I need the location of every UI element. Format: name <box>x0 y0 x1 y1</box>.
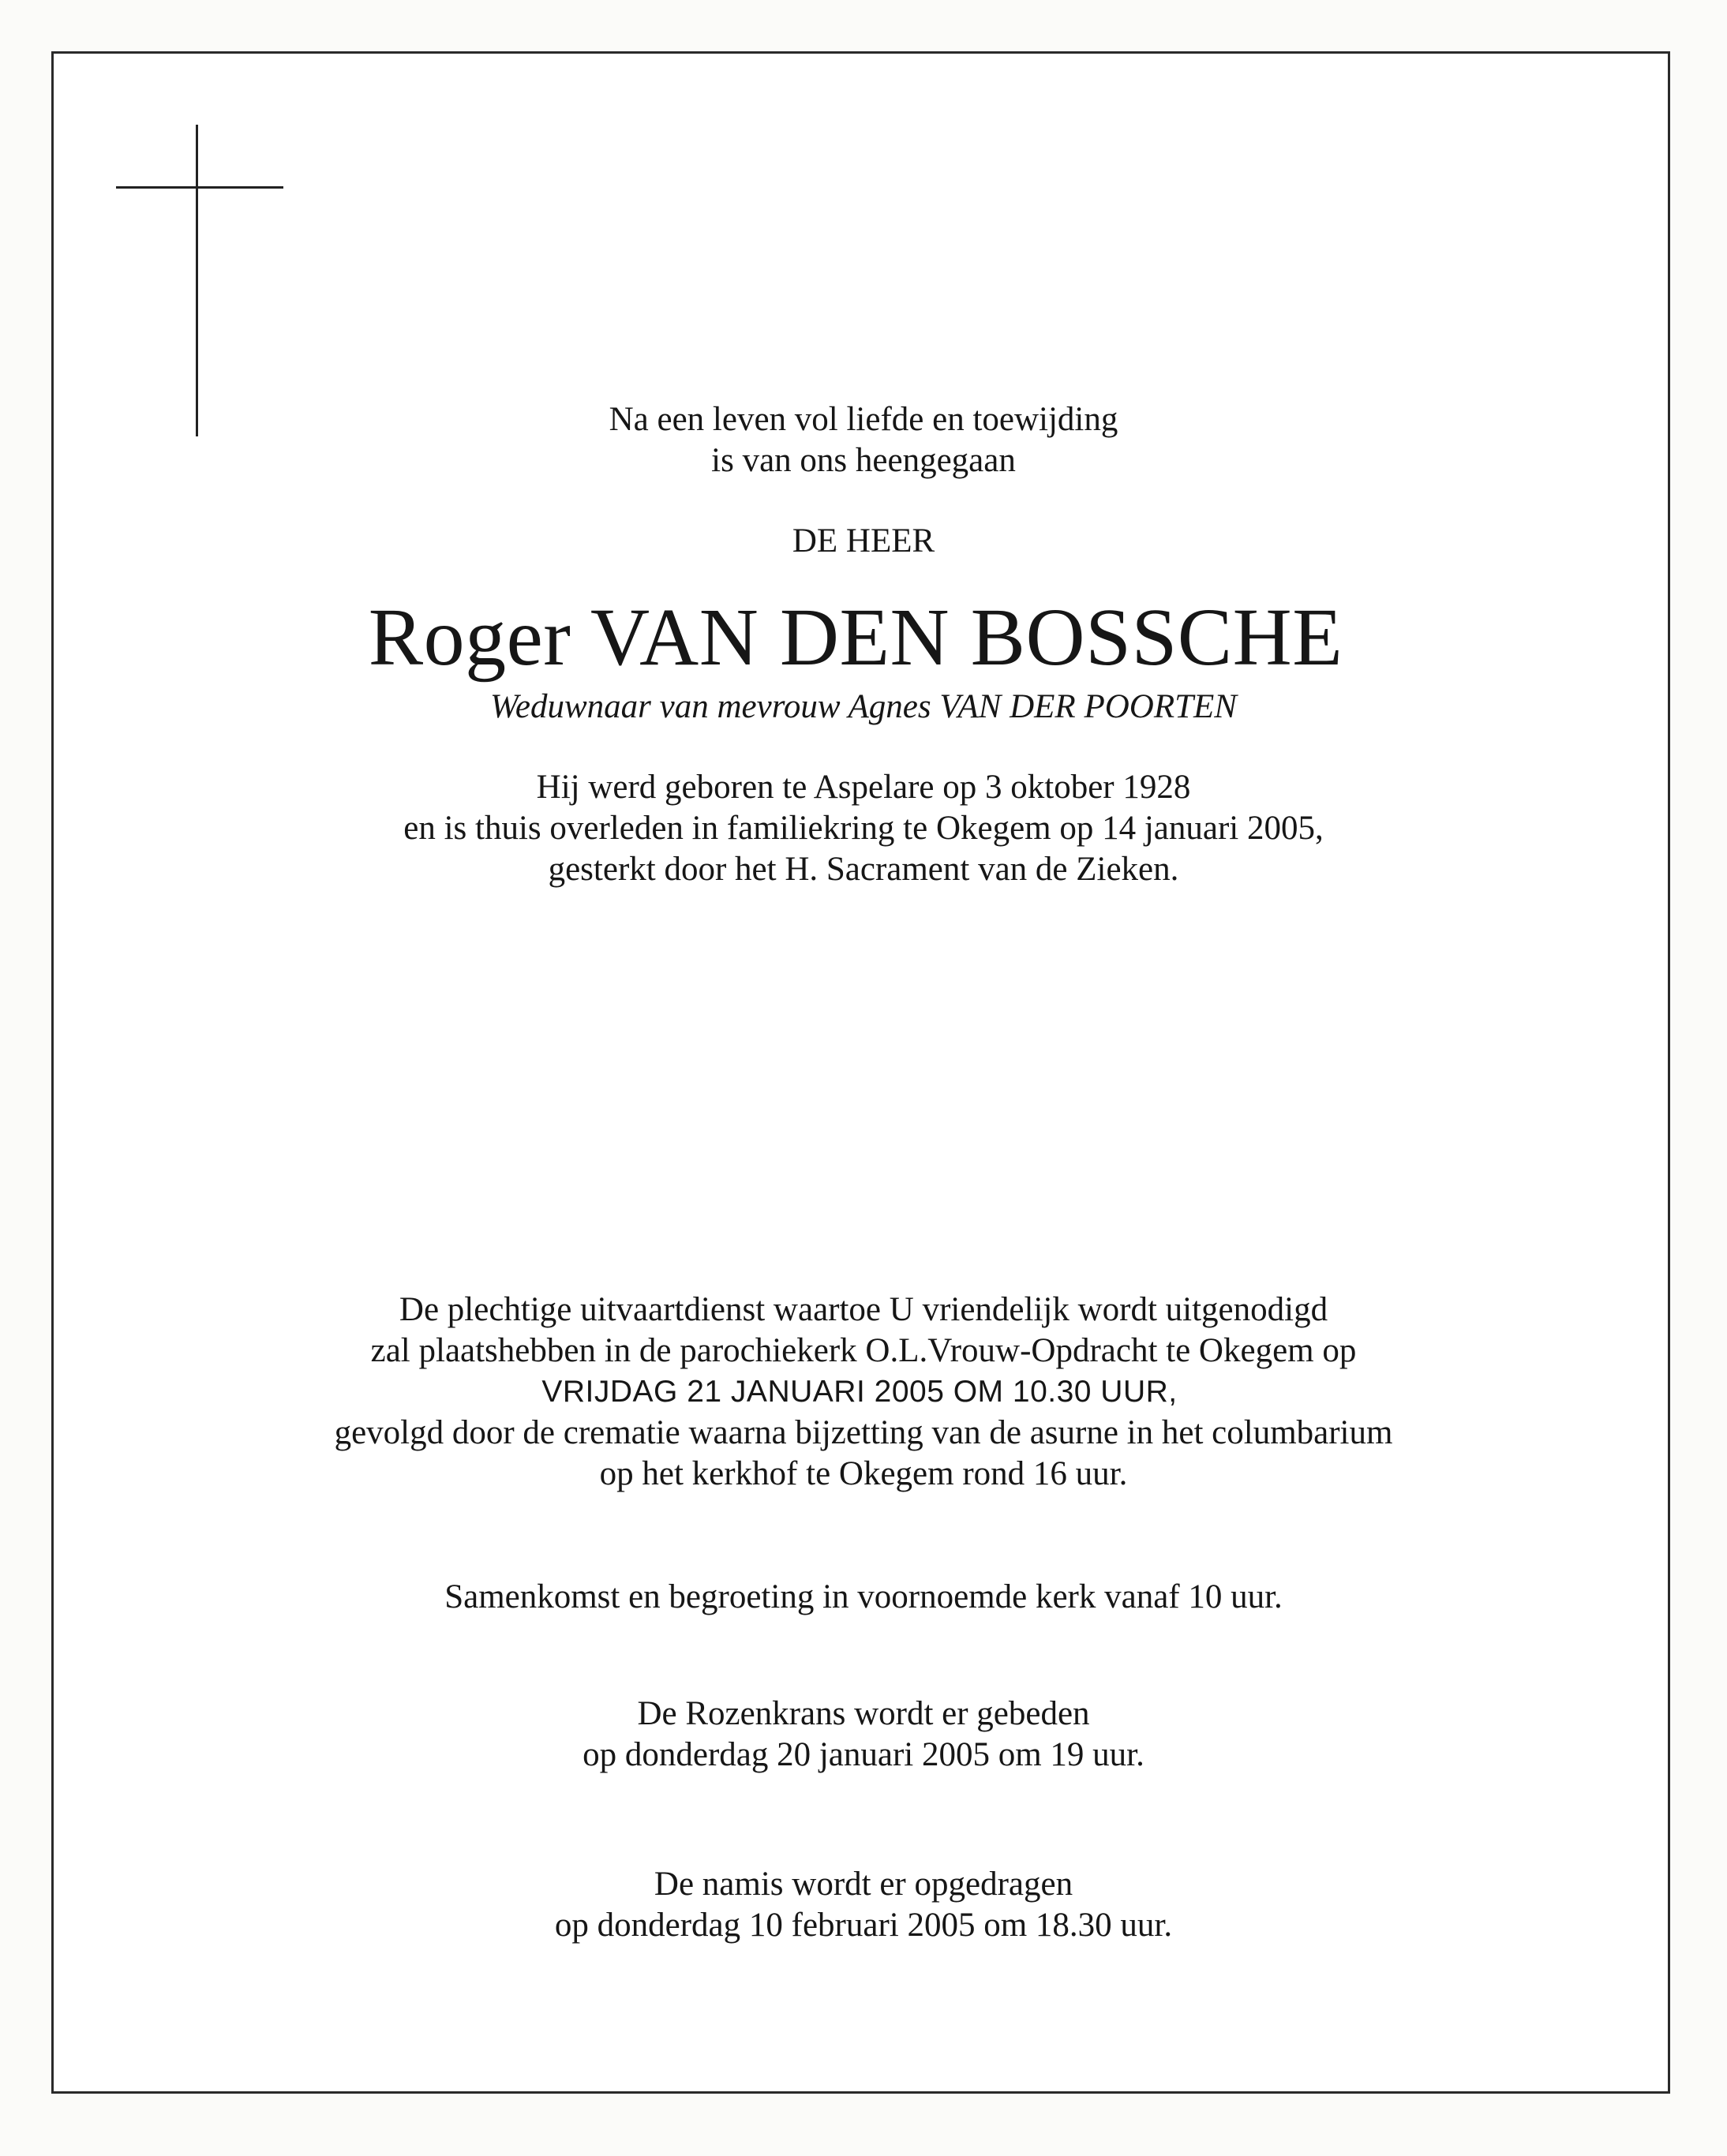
funeral-line: De plechtige uitvaartdienst waartoe U vriendelijk wordt uitgenodigd <box>399 1291 1328 1328</box>
intro-text <box>0 399 1727 481</box>
life-line: Hij werd geboren te Aspelare op 3 oktober 1928 <box>536 769 1191 806</box>
rosary-block <box>0 1694 1727 1776</box>
life-details <box>0 767 1727 890</box>
funeral-line: op het kerkhof te Okegem rond 16 uur. <box>599 1455 1128 1492</box>
widower-of: Weduwnaar van mevrouw Agnes VAN DER POORTEN <box>490 688 1237 725</box>
rosary-line: De Rozenkrans wordt er gebeden <box>637 1695 1090 1732</box>
funeral-date-time: VRIJDAG 21 JANUARI 2005 OM 10.30 UUR, <box>541 1375 1178 1409</box>
life-line: en is thuis overleden in familiekring te Okegem op 14 januari 2005, <box>403 810 1324 847</box>
funeral-line: gevolgd door de crematie waarna bijzetting van de asurne in het columbarium <box>334 1414 1393 1451</box>
funeral-details <box>0 1289 1727 1495</box>
rosary-line: op donderdag 20 januari 2005 om 19 uur. <box>583 1736 1144 1773</box>
card-border <box>51 51 1670 2094</box>
gathering-text: Samenkomst en begroeting in voornoemde kerk vanaf 10 uur. <box>444 1578 1283 1615</box>
deceased-name: Roger VAN DEN BOSSCHE <box>368 592 1343 683</box>
honorific-text: DE HEER <box>792 522 935 560</box>
deceased-name-block <box>0 590 1727 685</box>
cross-icon <box>196 125 198 436</box>
widower-block <box>0 687 1727 728</box>
mass-line: De namis wordt er opgedragen <box>654 1866 1073 1903</box>
mass-line: op donderdag 10 februari 2005 om 18.30 uur. <box>554 1907 1173 1944</box>
intro-line: is van ons heengegaan <box>711 442 1016 479</box>
honorific <box>0 521 1727 562</box>
mass-block <box>0 1864 1727 1946</box>
life-line: gesterkt door het H. Sacrament van de Zieken. <box>548 851 1179 888</box>
gathering-block <box>0 1577 1727 1618</box>
intro-line: Na een leven vol liefde en toewijding <box>609 401 1118 438</box>
cross-icon-bar <box>116 186 283 189</box>
funeral-line: zal plaatshebben in de parochiekerk O.L.Vrouw-Opdracht te Okegem op <box>370 1332 1357 1369</box>
